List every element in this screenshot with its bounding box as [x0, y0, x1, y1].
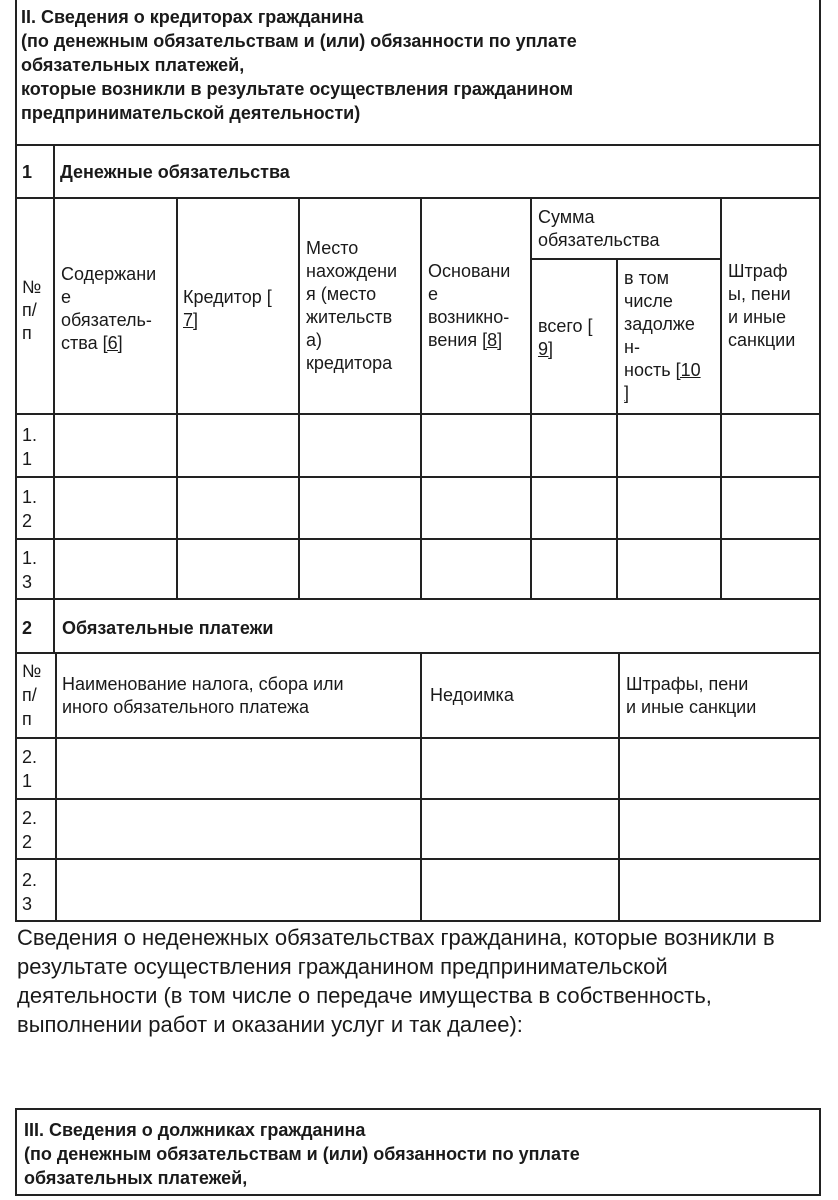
col-fines-header: ы, пени — [728, 284, 791, 304]
col-content-header-text: ства — [61, 333, 103, 353]
col-content-header: Содержани — [61, 264, 157, 284]
col-fines-header: Штраф — [728, 261, 788, 281]
col-basis-header: Основани — [428, 261, 511, 281]
row-number: 2. — [22, 747, 38, 767]
footnote-link-7[interactable]: 7] — [183, 310, 199, 330]
row-number: 2. — [22, 808, 38, 828]
col-fines-header: и иные санкции — [626, 697, 757, 717]
footnote-link-9[interactable]: 9] — [538, 339, 554, 359]
col-location-header: а) — [306, 330, 323, 350]
row-number: 2 — [22, 832, 33, 852]
row-number: 2. — [22, 870, 38, 890]
col-content-header — [61, 332, 123, 355]
part-2-title: Обязательные платежи — [62, 618, 274, 638]
col-number-header: п — [22, 323, 32, 343]
nonmonetary-obligations-text — [17, 923, 775, 1039]
col-basis-header-text: вения — [428, 330, 483, 350]
row-number: 1. — [22, 425, 38, 445]
col-fines-header: и иные — [728, 307, 786, 327]
paragraph-line: результате осуществления гражданином предпринимательской — [17, 954, 668, 979]
row-number: 1 — [22, 771, 33, 791]
col-number-header: п/ — [22, 300, 37, 320]
col-number-header: п/ — [22, 685, 37, 705]
row-number: 3 — [22, 572, 33, 592]
col-location-header: нахождени — [306, 261, 398, 281]
footnote-link-10[interactable]: [10 — [675, 360, 701, 380]
col-location-header: Место — [306, 238, 359, 258]
col-location-header: кредитора — [306, 353, 393, 373]
col-debt-header: числе — [624, 291, 673, 311]
footnote-link-8[interactable]: [8] — [482, 330, 503, 350]
footnote-link-6[interactable]: [6] — [102, 333, 123, 353]
part-1-title: Денежные обязательства — [60, 162, 290, 182]
row-number: 3 — [22, 894, 33, 914]
row-number: 1. — [22, 548, 38, 568]
col-location-header: я (место — [306, 284, 377, 304]
row-number: 2 — [22, 511, 33, 531]
col-tax-name-header: иного обязательного платежа — [62, 697, 309, 717]
col-fines-header: Штрафы, пени — [626, 674, 749, 694]
col-number-header: п — [22, 709, 32, 729]
col-basis-header — [428, 329, 502, 352]
col-content-header: е — [61, 287, 72, 307]
part-2-number: 2 — [22, 618, 33, 638]
paragraph-line: Сведения о неденежных обязательствах гражданина, которые возникли в — [17, 925, 775, 950]
section-2-title-line: предпринимательской деятельности) — [21, 103, 361, 123]
col-content-header: обязатель- — [61, 310, 152, 330]
paragraph-line: выполнении работ и оказании услуг и так далее): — [17, 1012, 523, 1037]
section-2-title-line: обязательных платежей, — [21, 55, 245, 75]
row-number: 1 — [22, 449, 33, 469]
col-number-header: № — [22, 661, 42, 681]
col-debt-header-text: ность — [624, 360, 676, 380]
col-debt-header: задолже — [624, 314, 695, 334]
section-2-title-line: II. Сведения о кредиторах гражданина — [21, 7, 364, 27]
col-debt-header: н- — [624, 337, 640, 357]
col-tax-name-header: Наименование налога, сбора или — [62, 674, 344, 694]
section-3-title-line: III. Сведения о должниках гражданина — [24, 1120, 366, 1140]
paragraph-line: деятельности (в том числе о передаче имущества в собственность, — [17, 983, 712, 1008]
footnote-link-10-end[interactable]: ] — [624, 383, 630, 403]
col-debt-header: в том — [624, 268, 669, 288]
col-creditor-header: Кредитор [ — [183, 287, 272, 307]
col-location-header: жительств — [306, 307, 393, 327]
col-sum-header: Сумма — [538, 207, 595, 227]
col-number-header: № — [22, 277, 42, 297]
section-3-title-line: (по денежным обязательствам и (или) обязанности по уплате — [24, 1144, 580, 1164]
col-total-header: всего [ — [538, 316, 593, 336]
row-number: 1. — [22, 487, 38, 507]
section-2-title-line: (по денежным обязательствам и (или) обязанности по уплате — [21, 31, 577, 51]
col-basis-header: возникно- — [428, 307, 510, 327]
col-fines-header: санкции — [728, 330, 796, 350]
col-debt-header — [624, 359, 701, 382]
section-3-title-line: обязательных платежей, — [24, 1168, 248, 1188]
col-basis-header: е — [428, 284, 439, 304]
part-1-number: 1 — [22, 162, 33, 182]
col-sum-header: обязательства — [538, 230, 660, 250]
col-arrears-header: Недоимка — [430, 685, 514, 705]
section-2-title-line: которые возникли в результате осуществления гражданином — [21, 79, 574, 99]
